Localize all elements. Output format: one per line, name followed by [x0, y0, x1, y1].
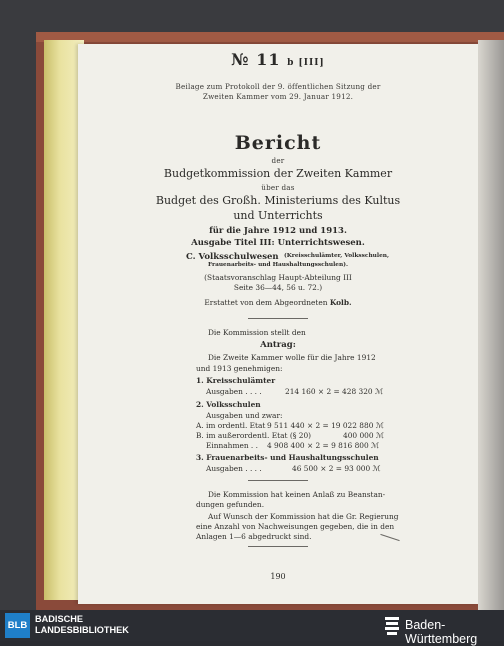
- title-der: der: [271, 156, 285, 165]
- section-c: C. Volksschulwesen: [186, 252, 279, 262]
- blb-logo[interactable]: BLB: [5, 613, 30, 638]
- divider-2: [248, 480, 308, 481]
- item-2-c-label: Einnahmen . .: [206, 441, 258, 450]
- item-2-c-value: 4 908 400 × 2 = 9 816 800 ℳ: [267, 441, 379, 450]
- item-2-b-label: B. im außerordentl. Etat (§ 20): [196, 431, 312, 440]
- commission-line: Budgetkommission der Zweiten Kammer: [163, 167, 393, 180]
- budget-line-1: Budget des Großh. Ministeriums des Kultus: [155, 194, 401, 207]
- item-1-title: 1. Kreisschulämter: [196, 376, 276, 385]
- reporter-name: Kolb.: [329, 298, 352, 307]
- closing-p2-line-2: eine Anzahl von Nachweisungen gegeben, die in den: [196, 522, 395, 531]
- intro-line-2: Zweiten Kammer vom 29. Januar 1912.: [202, 92, 354, 101]
- item-2-a-value: 9 511 440 × 2 = 19 022 880 ℳ: [267, 421, 384, 430]
- item-2-b-value: 400 000 ℳ: [343, 431, 384, 440]
- report-title: Bericht: [234, 132, 322, 154]
- margin-mark: [380, 534, 399, 541]
- page-number: 190: [270, 572, 286, 581]
- book-cover-edge: [36, 32, 504, 42]
- item-1-label: Ausgaben . . . .: [206, 387, 262, 396]
- document-number-suffix: b [III]: [287, 58, 325, 68]
- budget-line-2: und Unterrichts: [233, 209, 323, 222]
- closing-p1-line-2: dungen gefunden.: [196, 500, 265, 509]
- reporter-prefix: Erstattet von dem Abgeordneten: [204, 298, 328, 307]
- item-3-value: 46 500 × 2 = 93 000 ℳ: [292, 464, 381, 473]
- antrag-intro: Die Kommission stellt den: [208, 328, 306, 337]
- closing-p2-line-3: Anlagen 1—6 abgedruckt sind.: [196, 532, 312, 541]
- document-number: [78, 50, 478, 69]
- baden-wuerttemberg-label[interactable]: Baden-Württemberg: [405, 618, 478, 646]
- antrag-text-1: Die Zweite Kammer wolle für die Jahre 1912: [208, 353, 376, 362]
- antrag-heading: Antrag:: [260, 340, 296, 350]
- budget-ref-1: (Staatsvoranschlag Haupt-Abteilung III: [204, 273, 352, 282]
- item-2-title: 2. Volksschulen: [196, 400, 261, 409]
- item-2-a-label: A. im ordentl. Etat: [196, 421, 266, 430]
- section-c-sub-2: Frauenarbeits- und Haushaltungsschulen).: [208, 262, 348, 268]
- section-c-sub: (Kreisschulämter, Volksschulen,: [284, 253, 389, 259]
- divider-1: [248, 318, 308, 319]
- antrag-text-2: und 1913 genehmigen:: [196, 364, 283, 373]
- document-number-label: № 11: [231, 50, 281, 69]
- library-name[interactable]: [35, 614, 129, 635]
- lions-crest-icon: [383, 614, 401, 636]
- document-page: [78, 44, 478, 604]
- budget-ref-2: Seite 36—44, 56 u. 72.): [233, 283, 323, 292]
- library-name-line-1: BADISCHE: [35, 614, 83, 624]
- divider-3: [248, 546, 308, 547]
- title-ueber: über das: [261, 183, 295, 192]
- item-3-title: 3. Frauenarbeits- und Haushaltungsschulen: [196, 453, 379, 462]
- title-line: Ausgabe Titel III: Unterrichtswesen.: [191, 238, 365, 248]
- closing-p1-line-1: Die Kommission hat keinen Anlaß zu Beanstan-: [208, 490, 386, 499]
- library-name-line-2: LANDESBIBLIOTHEK: [35, 624, 129, 635]
- right-page-shadow: [478, 40, 504, 610]
- reporter-line: [78, 298, 478, 307]
- intro-line-1: Beilage zum Protokoll der 9. öffentlichen Sitzung der: [175, 82, 381, 91]
- closing-p2-line-1: Auf Wunsch der Kommission hat die Gr. Regierung: [208, 512, 399, 521]
- item-1-value: 214 160 × 2 = 428 320 ℳ: [285, 387, 383, 396]
- years-line: für die Jahre 1912 und 1913.: [209, 226, 347, 236]
- item-3-label: Ausgaben . . . .: [206, 464, 262, 473]
- item-2-sub: Ausgaben und zwar:: [206, 411, 283, 420]
